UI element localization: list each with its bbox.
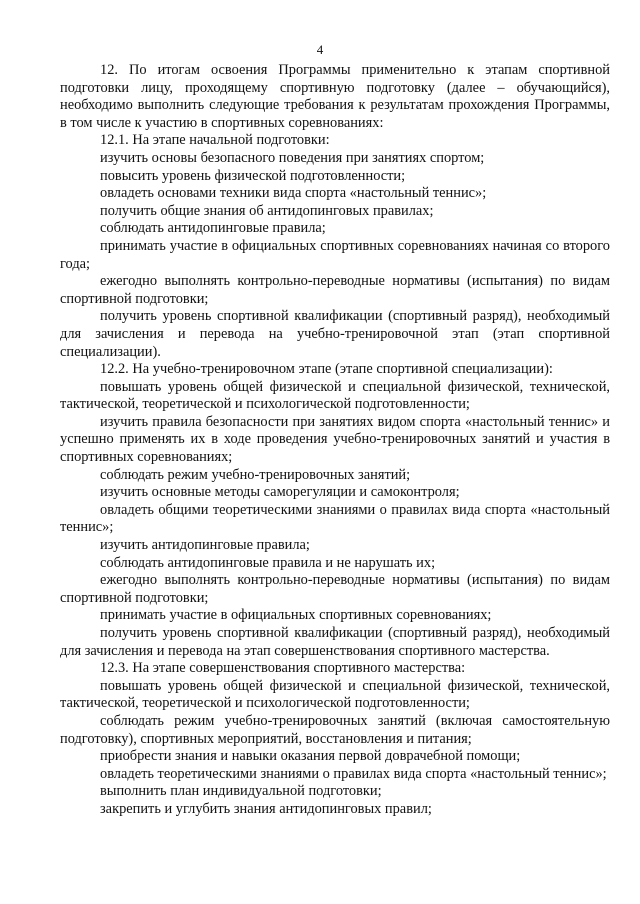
list-item: соблюдать режим учебно-тренировочных занятий; xyxy=(100,466,411,483)
list-item: получить уровень спортивной квалификации (спортивный разряд), необходимый для зачисления и перевода на этап совершенствования спортивного мастерства. xyxy=(60,625,610,659)
section-heading-12-2: 12.2. На учебно-тренировочном этапе (этапе спортивной специализации): xyxy=(100,361,553,378)
list-item: соблюдать антидопинговые правила; xyxy=(100,220,326,237)
section-heading-12-1: 12.1. На этапе начальной подготовки: xyxy=(100,132,330,149)
list-item: закрепить и углубить знания антидопинговых правил; xyxy=(100,800,432,817)
list-item: приобрести знания и навыки оказания первой доврачебной помощи; xyxy=(100,748,521,765)
list-item: овладеть основами техники вида спорта «настольный теннис»; xyxy=(100,185,487,202)
list-item: повысить уровень физической подготовленности; xyxy=(100,167,406,184)
page-number: 4 xyxy=(316,42,324,57)
list-item: ежегодно выполнять контрольно-переводные нормативы (испытания) по видам спортивной подготовки; xyxy=(60,273,610,307)
list-item: повышать уровень общей физической и специальной физической, технической, тактической, теоретической и психологической подготовленности; xyxy=(60,378,610,413)
list-item: овладеть теоретическими знаниями о правилах вида спорта «настольный теннис»; xyxy=(100,765,607,782)
list-item: принимать участие в официальных спортивных соревнованиях начиная со второго года; xyxy=(60,237,610,272)
list-item: ежегодно выполнять контрольно-переводные нормативы (испытания) по видам спортивной подготовки; xyxy=(60,572,610,606)
list-item: соблюдать режим учебно-тренировочных занятий (включая самостоятельную подготовку), спортивных мероприятий, восстановления и питания; xyxy=(60,712,610,747)
document-body xyxy=(60,62,610,819)
list-item: повышать уровень общей физической и специальной физической, технической, тактической, теоретической и психологической подготовленности; xyxy=(60,677,610,712)
list-item: изучить антидопинговые правила; xyxy=(100,537,310,554)
list-item: изучить основы безопасного поведения при занятиях спортом; xyxy=(100,149,485,166)
list-item: выполнить план индивидуальной подготовки; xyxy=(100,783,382,800)
list-item: овладеть общими теоретическими знаниями о правилах вида спорта «настольный теннис»; xyxy=(60,501,610,536)
list-item: соблюдать антидопинговые правила и не нарушать их; xyxy=(100,554,436,571)
intro-paragraph: 12. По итогам освоения Программы применительно к этапам спортивной подготовки лицу, проходящему спортивную подготовку (далее – обучающийся), необходимо выполнить следующие требования к результатам прохождения Программы, в том числе к участию в спортивных соревнованиях: xyxy=(60,62,610,131)
list-item: принимать участие в официальных спортивных соревнованиях; xyxy=(100,607,492,624)
list-item: получить общие знания об антидопинговых правилах; xyxy=(100,202,434,219)
list-item: изучить основные методы саморегуляции и самоконтроля; xyxy=(100,484,460,501)
list-item: получить уровень спортивной квалификации (спортивный разряд), необходимый для зачисления и перевода на учебно-тренировочной этап (этап спортивной специализации). xyxy=(60,308,610,360)
section-heading-12-3: 12.3. На этапе совершенствования спортивного мастерства: xyxy=(100,660,466,677)
list-item: изучить правила безопасности при занятиях видом спорта «настольный теннис» и успешно применять их в ходе проведения учебно-тренировочных занятий и участия в спортивных соревнованиях; xyxy=(60,413,610,466)
